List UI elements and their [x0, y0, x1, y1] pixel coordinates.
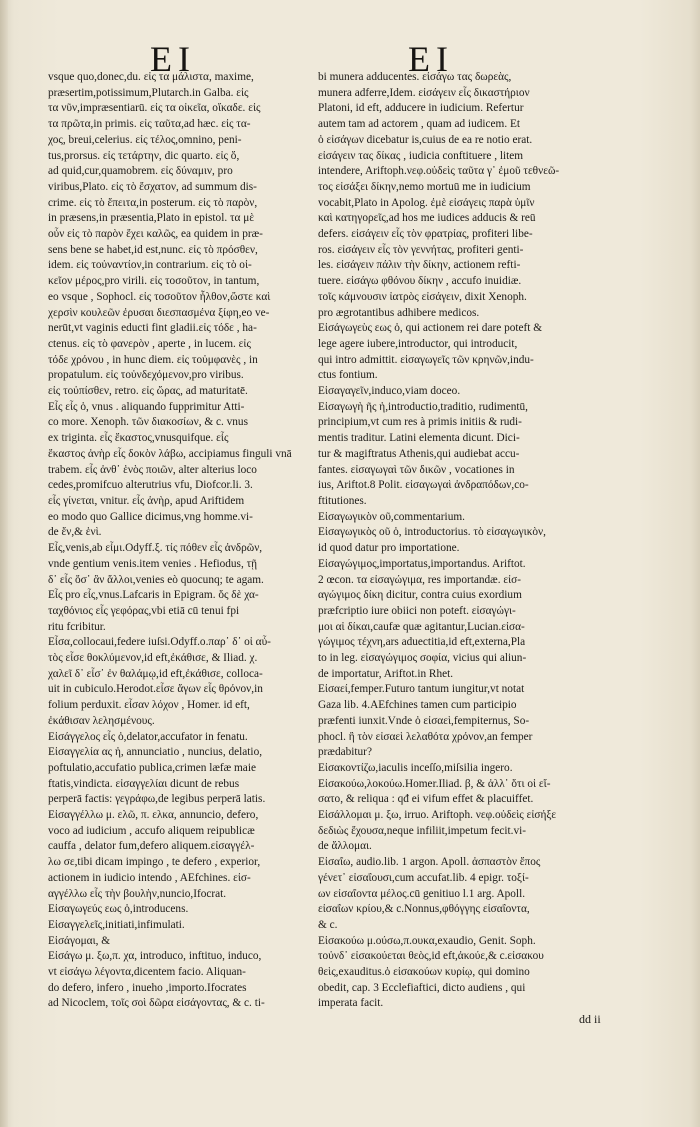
text-line: actionem in iudicio intendo , AEfchines. εἰσ-: [48, 871, 251, 884]
text-line: Platoni, id eft, adducere in iudicium. Refertur: [318, 102, 524, 115]
text-line: ritu fcribitur.: [48, 620, 106, 633]
text-line: prædabitur?: [318, 746, 372, 759]
text-line: vsque quo,donec,du. εἰς τα μάλιστα, maxime,: [48, 71, 254, 83]
text-line: bi munera adducentes. εἰσάγω τας δωρεὰς,: [318, 71, 512, 83]
text-line: obedit, cap. 3 Ecclefiaftici, dicto audiens , qui: [318, 981, 526, 994]
text-line: ad Nicoclem, τοῖς σοὶ δῶρα εἰσάγοντας, & c. ti-: [48, 997, 265, 1010]
text-line: munera adferre,Idem. εἰσάγειν εἷς δικαστήριον: [318, 86, 530, 99]
text-line: 2 œcon. τα εἰσαγώγιμα, res importandæ. εἰσ-: [318, 573, 521, 586]
text-line: τα νῦν,impræsentiarū. εἰς τα οἰκεῖα, οἴκαδε. εἰς: [48, 102, 261, 115]
text-line: τος εἰσάξει δίκην,nemo mortuū me in iudicium: [318, 180, 531, 193]
text-line: les. εἰσάγειν πάλιν τὴν δίκην, actionem refti-: [318, 259, 521, 272]
text-line: Εἰσάγγελος εἷς ὁ,delator,accufator in fenatu.: [48, 730, 248, 743]
right-column: [318, 70, 626, 1012]
text-line: Εἰσαγαγεῖν,induco,viam doceo.: [318, 385, 461, 398]
text-line: qui intro admittit. εἰσαγωγεῖς τῶν κρηνῶν,indu-: [318, 353, 534, 366]
text-line: tur & magiftratus Athenis,qui audiebat accu-: [318, 447, 520, 460]
text-line: cauffa , delator fum,defero aliquem.εἰσαγγέλ-: [48, 840, 255, 853]
text-line: Εἰσαγγέλλω μ. ελῶ, π. ελκα, annuncio, defero,: [48, 809, 259, 822]
text-line: εἰς τοὐπίσθεν, retro. εἰς ὥρας, ad maturitatē.: [48, 385, 248, 398]
text-line: crime. εἰς τὸ ἔπειτα,in posterum. εἰς τὸ παρὸν,: [48, 196, 258, 209]
text-line: id quod datur pro importatione.: [318, 542, 460, 555]
text-line: cedes,promifcuo alterutrius vfu, Diofcor.li. 3.: [48, 479, 253, 492]
text-line: Εἰσαεί,femper.Futuro tantum iungitur,vt notat: [318, 683, 525, 696]
text-line: ftatis,vindicta. εἰσαγγελίαι dicunt de rebus: [48, 777, 240, 790]
text-line: Εἰσαγωγικὸν οῦ,commentarium.: [318, 510, 465, 523]
text-line: ad quid,cur,quamobrem. εἰς δύναμιν, pro: [48, 165, 233, 178]
text-line: Εἰσακούω μ.ούσω,π.ουκα,exaudio, Genit. Soph.: [318, 934, 536, 947]
text-line: perperā factis: γεγράφω,de legibus perperā latis.: [48, 793, 266, 806]
text-line: Εἰσαγγελεῖς,initiati,infimulati.: [48, 918, 185, 931]
signature-mark: dd ii: [579, 1012, 601, 1026]
text-line: Εἰσαγώγιμος,importatus,importandus. Ariftot.: [318, 557, 526, 570]
text-line: præfcriptio iure obiici non poteft. εἰσαγώγι-: [318, 604, 516, 617]
text-line: αγώγιμος δίκη dicitur, contra cuius exordium: [318, 589, 522, 602]
text-line: οὖν εἰς τὸ παρὸν ἔχει καλῶς, ea quidem in præ-: [48, 228, 263, 241]
text-line: vnde gentium venis.item venies . Hefiodus, τῇ: [48, 557, 258, 570]
text-line: do defero, infero , inueho ,importo.Ifocrates: [48, 981, 247, 994]
text-line: Εἰσάγω μ. ξω,π. χα, introduco, inftituo, induco,: [48, 950, 262, 963]
text-line: Εἰσαΐω, audio.lib. 1 argon. Apoll. ἀσπαστὸν ἔπος: [318, 856, 541, 869]
text-line: præfenti iunxit.Vnde ὁ εἰσαεὶ,fempiternus, So-: [318, 714, 530, 727]
text-line: καὶ κατηγορεῖς,ad hos me iudices adducis & reū: [318, 212, 536, 225]
text-line: Εἷς,venis,ab εἶμι.Odyff.ξ. τίς πόθεν εἷς ἀνδρῶν,: [48, 542, 263, 555]
text-line: eo modo quo Gallice dicimus,vng homme.vi-: [48, 510, 253, 523]
text-line: Εἰσάγομαι, &: [48, 934, 111, 947]
text-line: ros. εἰσάγειν εἷς τὸν γεννήτας, profiteri genti-: [318, 243, 524, 256]
text-line: σατο, & reliqua : qđ ei vifum effet & placuiffet.: [318, 793, 534, 806]
text-line: ταχθόνιος εἷς γεφόρας,vbi etiā cū tenui fpi: [48, 604, 240, 617]
text-line: vt εἰσάγω λέγοντα,dicentem facio. Aliquan-: [48, 966, 246, 979]
text-line: lege agere iubere,introductor, qui introducit,: [318, 337, 518, 350]
text-line: autem tam ad actorem , quam ad iudicem. Et: [318, 118, 521, 131]
left-column: [48, 70, 310, 1012]
text-line: ἐκάθισαν λελησμένους.: [48, 714, 155, 727]
text-line: co more. Xenoph. τῶν διακοσίων, & c. vnus: [48, 416, 248, 429]
text-line: voco ad iudicium , accufo aliquem reipublicæ: [48, 824, 255, 837]
text-line: τοὐνδ᾽ εἰσακούεται θεὸς,id eft,ἀκούε,& c.εἰσακου: [318, 950, 544, 963]
text-line: pro ægrotantibus adhibere medicos.: [318, 306, 480, 319]
text-line: nerūt,vt vaginis educti fint gladii.εἰς τόδε , ha-: [48, 322, 257, 335]
text-line: ων εἰσαΐοντα μέλος.cū genitiuo l.1 arg. Apoll.: [318, 887, 526, 900]
text-line: ctus fontium.: [318, 369, 378, 382]
text-line: τοῖς κάμνουσιν ἰατρὸς εἰσάγειν, dixit Xenoph.: [318, 290, 527, 303]
text-line: αγγέλλω εἷς τὴν βουλὴν,nuncio,Ifocrat.: [48, 887, 227, 900]
text-line: ius, Ariftot.8 Polit. εἰσαγωγαὶ ἀνδραπόδων,co-: [318, 479, 529, 492]
text-line: θεὶς,exauditus.ὁ εἰσακούων κυρίῳ, qui domino: [318, 966, 530, 979]
text-line: Εἰσακοντίζω,iaculis inceſſo,miſsilia ingero.: [318, 761, 513, 774]
text-line: εἰσάγειν τας δίκας , iudicia conftituere , litem: [318, 149, 524, 162]
text-line: sens bene se habet,id est,nunc. εἰς τὸ πρόσθεν,: [48, 243, 258, 256]
text-line: γώγιμος τέχνη,ars aduectitia,id eft,externa,Pla: [318, 636, 526, 649]
text-line: Εἷς pro εἷς,vnus.Lafcaris in Epigram. ὅς δὲ χα-: [48, 589, 259, 602]
text-line: χος, breui,celerius. εἰς τέλος,omnino, peni-: [48, 133, 242, 146]
text-line: Εἰσάγωγεὺς εως ὁ, qui actionem rei dare poteft &: [318, 322, 543, 335]
text-line: Εἷσα,collocaui,federe iuſsi.Odyff.ο.παρ᾽ δ᾽ οἱ αὖ-: [48, 636, 271, 649]
text-line: principium,vt cum res à primis initiis & rudi-: [318, 416, 522, 429]
text-line: viribus,Plato. εἰς τὸ ἔσχατον, ad summum dis-: [48, 180, 257, 193]
text-line: λω σε,tibi dicam impingo , te defero , experior,: [48, 856, 261, 869]
text-line: intendere, Ariftoph.νεφ.οὐδεὶς ταῦτα γ᾽ ἐμοῦ τεθνεῶ-: [318, 165, 560, 178]
text-line: ctenus. εἰς τὸ φανερὸν , aperte , in lucem. εἰς: [48, 337, 251, 350]
text-line: tus,prorsus. εἰς τετάρτην, dic quarto. εἰς ὅ,: [48, 149, 240, 162]
running-head-left: EI: [150, 39, 196, 79]
text-line: poftulatio,accufatio publica,crimen læfæ maie: [48, 761, 256, 774]
text-line: eo vsque , Sophocl. εἰς τοσοῦτον ἦλθον,ὥστε καὶ: [48, 290, 271, 303]
text-line: tuere. εἰσάγω φθόνου δίκην , accufo inuidiæ.: [318, 275, 522, 288]
text-line: δεδιὼς ἔχουσα,neque infiliit,impetum fecit.vi-: [318, 824, 527, 837]
text-line: χαλεῖ δ᾽ εἷσ᾽ ἐν θαλάμῳ,id eft,ἐκάθισε, colloca-: [48, 667, 263, 680]
text-line: phocl. ἢ τὸν εἰσαεὶ λελαθότα χρόνον,an femper: [318, 730, 533, 743]
text-line: εἰσαΐων κρίου,& c.Nonnus,φθόγγης εἰσαΐοντα,: [318, 903, 530, 916]
text-line: γένετ᾽ εἰσαΐουσι,cum accufat.lib. 4 epigr. τοξί-: [318, 871, 529, 884]
text-line: trabem. εἷς ἀνθ᾽ ἑνὸς ποιῶν, alter alterius loco: [48, 463, 257, 476]
text-line: ἕκαστος ἀνὴρ εἷς δοκὸν λάβω, accipiamus finguli vnā: [48, 447, 292, 460]
text-line: τὸς εἷσε θοκλύμενον,id eft,ἐκάθισε, & Iliad. χ.: [48, 652, 258, 665]
text-line: idem. εἰς τοὐναντίον,in contrarium. εἰς τὸ οἰ-: [48, 259, 252, 272]
text-line: τόδε χρόνου , in hunc diem. εἰς τοὐμφανὲς , in: [48, 353, 258, 366]
text-line: in præsens,in præsentia,Plato in epistol. τα μὲ: [48, 212, 255, 225]
text-line: Εἰσαγγελία ας ἡ, annunciatio , nuncius, delatio,: [48, 746, 263, 759]
text-line: de ἕν,& ἑνὶ.: [48, 526, 102, 539]
text-line: propatulum. εἰς τοὐνδεχόμενον,pro viribus.: [48, 369, 244, 382]
text-line: χερσὶν κουλεῶν ἐρυσαι διεσπασμένα ξίφη,eo ve-: [48, 306, 270, 319]
text-line: uit in cubiculo.Herodot.εἷσε ἄγων εἷς θρόνον,in: [48, 683, 263, 696]
text-line: de importatur, Ariftot.in Rhet.: [318, 667, 454, 680]
text-line: imperata facit.: [318, 997, 384, 1010]
text-line: Εἰσαγωγεύς εως ὁ,introducens.: [48, 903, 189, 916]
text-line: τα πρῶτα,in primis. εἰς ταῦτα,ad hæc. εἰς τα-: [48, 118, 251, 131]
text-line: folium perduxit. εἷσαν λόχον , Homer. id eft,: [48, 699, 250, 712]
text-line: Εἰσαγωγικὸς οῦ ὁ, introductorius. τὸ εἰσαγωγικὸν,: [318, 526, 546, 539]
text-line: vocabit,Plato in Apolog. ἐμὲ εἰσάγεις παρὰ ὑμῖν: [318, 196, 535, 209]
text-line: Εἷς εἷς ὁ, vnus . aliquando fupprimitur Atti-: [48, 400, 245, 413]
text-line: ex triginta. εἷς ἕκαστος,vnusquifque. εἷς: [48, 432, 229, 445]
text-line: ftitutiones.: [318, 494, 367, 507]
text-line: to in leg. εἰσαγώγιμος σοφία, vicius qui aliun-: [318, 652, 527, 665]
text-line: præsertim,potissimum,Plutarch.in Galba. εἰς: [48, 86, 249, 99]
text-line: κεῖον μέρος,pro virili. εἰς τοσοῦτον, in tantum,: [48, 275, 260, 288]
running-head-right: EI: [408, 39, 454, 79]
text-line: Εἰσάλλομαι μ. ξω, irruo. Ariftoph. νεφ.οὐδεὶς εἰσήξε: [318, 809, 557, 822]
text-line: Εἰσακούω,λοκούω.Homer.Iliad. β, & ἀλλ᾽ ὅτι οἱ εἴ-: [318, 777, 551, 790]
book-spine-shadow: [0, 0, 8, 1127]
text-line: δ᾽ εἷς ὅσ᾽ ἂν ἄλλοι,venies eò quocunq; te agam.: [48, 573, 264, 586]
text-line: defers. εἰσάγειν εἷς τὸν φρατρίας, profiteri libe-: [318, 228, 533, 241]
text-line: Εἰσαγωγὴ ῆς ἡ,introductio,traditio, rudimentū,: [318, 400, 528, 413]
text-line: Gaza lib. 4.AEfchines tamen cum participio: [318, 699, 517, 712]
text-line: & c.: [318, 918, 338, 931]
text-line: μοι αἱ δίκαι,caufæ quæ agitantur,Lucian.εἰσα-: [318, 620, 525, 633]
text-line: fantes. εἰσαγωγαὶ τῶν δικῶν , vocationes in: [318, 463, 515, 476]
text-line: mentis traditur. Latini elementa dicunt. Dici-: [318, 432, 520, 445]
text-line: ὁ εἰσάγων dicebatur is,cuius de ea re notio erat.: [318, 133, 533, 146]
text-line: εἷς γίνεται, vnitur. εἷς ἀνὴρ, apud Ariftidem: [48, 494, 245, 507]
text-line: de ἅλλομαι.: [318, 840, 372, 853]
